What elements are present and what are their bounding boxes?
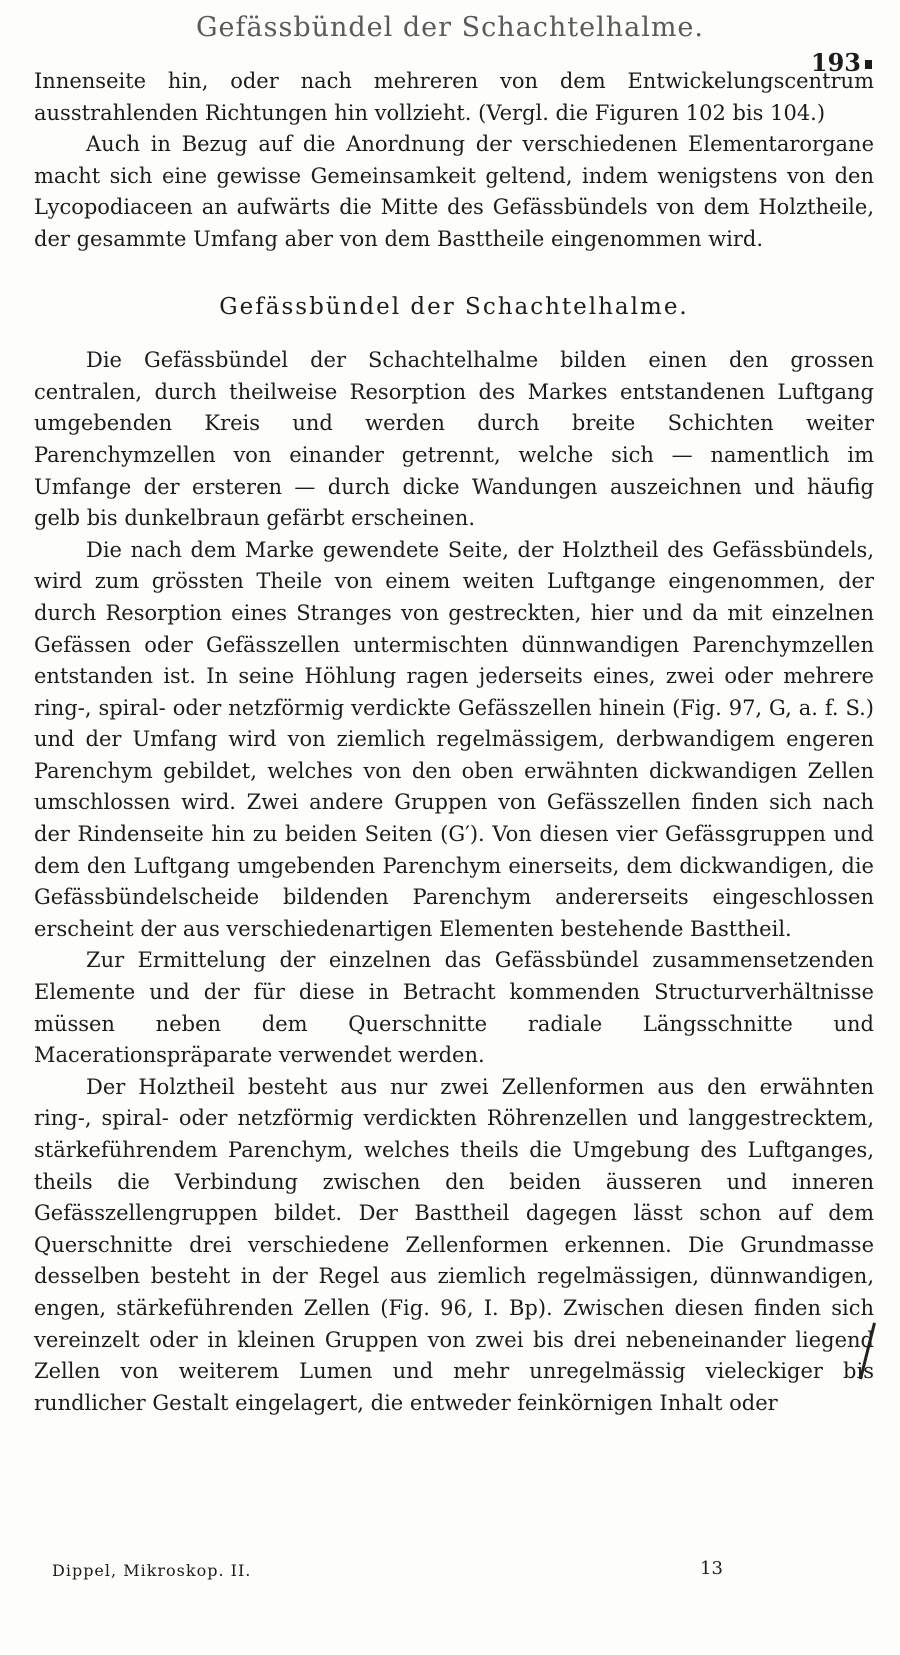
paragraph-holztheil: Die nach dem Marke gewendete Seite, der Holztheil des Gefässbündels, wird zum grössten Theile von einem weiten Luftgange eingenommen, der durch Resorption eines Stranges von gestreckten, hier und da mit einzelnen Gefässen oder Gefässzellen untermischten dünnwandigen Parenchymzellen entstanden ist. In seine Höhlung ragen jederseits eines, zwei oder mehrere ring-, spiral- oder netzförmig verdickte Gefässzellen hinein (Fig. 97, G, a. f. S.) und der Umfang wird von ziemlich regelmässigem, derbwandigem engeren Parenchym gebildet, welches von den oben erwähnten dickwandigen Zellen umschlossen wird. Zwei andere Gruppen von Gefässzellen finden sich nach der Rindenseite hin zu beiden Seiten (G′). Von diesen vier Gefässgruppen und dem den Luftgang umgebenden Parenchym einerseits, dem dickwandigen, die Gefässbündelscheide bildenden Parenchym andererseits eingeschlossen erscheint der aus verschiedenartigen Elementen bestehende Basttheil. <box>34 537 874 941</box>
page-number: 193 <box>811 48 872 77</box>
running-head: Gefässbündel der Schachtelhalme. <box>195 12 704 43</box>
body-text <box>34 66 874 1419</box>
paragraph-cell-forms: Der Holztheil besteht aus nur zwei Zellenformen aus den erwähnten ring-, spiral- oder netzförmig verdickten Röhrenzellen und langgestrecktem, stärkeführendem Parenchym, welches theils die Umgebung des Luftganges, theils die Verbindung zwischen den beiden äusseren und inneren Gefässzellengruppen bildet. Der Basttheil dagegen lässt schon auf dem Querschnitte drei verschiedene Zellenformen erkennen. Die Grundmasse desselben besteht in der Regel aus ziemlich regelmässigen, dünnwandigen, engen, stärkeführenden Zellen (Fig. 96, I. Bp). Zwischen diesen finden sich vereinzelt oder in kleinen Gruppen von zwei bis drei nebeneinander liegend Zellen von weiterem Lumen und mehr unregelmässig vieleckiger bis rundlicher Gestalt eingelagert, die entweder feinkörnigen Inhalt oder <box>34 1074 874 1415</box>
signature-line: Dippel, Mikroskop. II. <box>52 1561 252 1580</box>
sheet-number: 13 <box>700 1558 723 1579</box>
paragraph-methods: Zur Ermittelung der einzelnen das Gefässbündel zusammensetzenden Elemente und der für diese in Betracht kommenden Structurverhältnisse müssen neben dem Querschnitte radiale Längsschnitte und Macerationspräparate verwendet werden. <box>34 948 874 1068</box>
paragraph-arrangement: Auch in Bezug auf die Anordnung der verschiedenen Elementarorgane macht sich eine gewisse Gemeinsamkeit geltend, indem wenigstens von den Lycopodiaceen an aufwärts die Mitte des Gefässbündels von dem Holztheile, der gesammte Umfang aber von dem Basttheile eingenommen wird. <box>34 132 874 251</box>
paragraph-intro: Die Gefässbündel der Schachtelhalme bilden einen den grossen centralen, durch theilweise Resorption des Markes entstandenen Luftgang umgebenden Kreis und werden durch breite Schichten weiter Parenchymzellen von einander getrennt, welche sich — namentlich im Umfange der ersteren — durch dicke Wandungen auszeichnen und häufig gelb bis dunkelbraun gefärbt erscheinen. <box>34 348 874 531</box>
section-heading: Gefässbündel der Schachtelhalme. <box>219 293 689 320</box>
paragraph-continuation: Innenseite hin, oder nach mehreren von dem Entwickelungscentrum ausstrahlenden Richtungen hin vollzieht. (Vergl. die Figuren 102 bis 104.) <box>34 69 874 125</box>
